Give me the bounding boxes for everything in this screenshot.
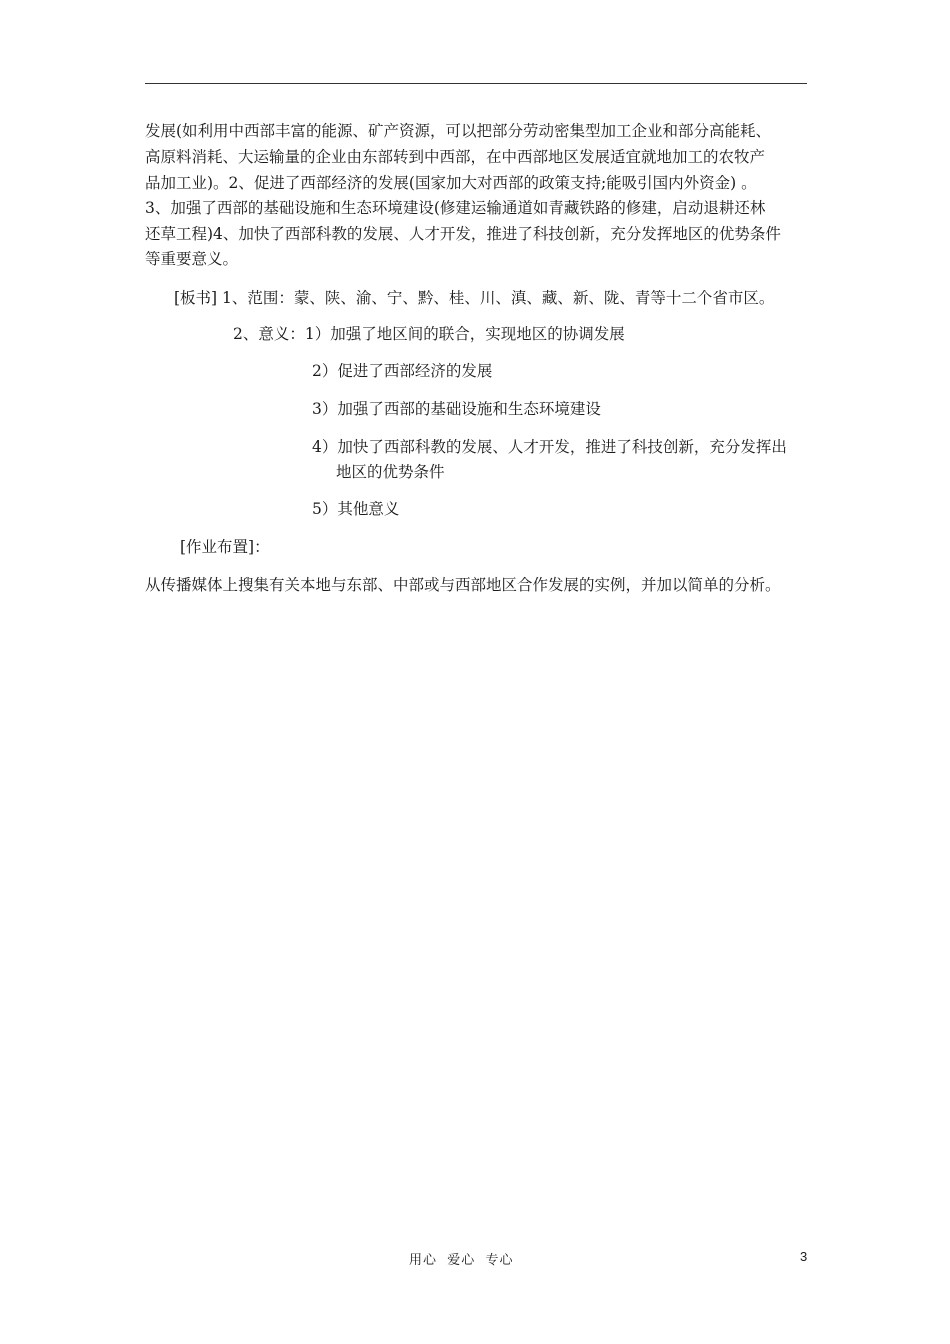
significance-item-3: 3）加强了西部的基础设施和生态环境建设 <box>312 400 601 418</box>
intro-line-5: 还草工程)4、加快了西部科教的发展、人才开发，推进了科技创新，充分发挥地区的优势条件 <box>145 225 781 243</box>
significance-item-5: 5）其他意义 <box>312 500 400 518</box>
homework-text: 从传播媒体上搜集有关本地与东部、中部或与西部地区合作发展的实例，并加以简单的分析。 <box>145 576 781 594</box>
intro-line-3: 品加工业)。2、促进了西部经济的发展(国家加大对西部的政策支持;能吸引国内外资金) 。 <box>145 174 757 192</box>
intro-line-1: 发展(如利用中西部丰富的能源、矿产资源，可以把部分劳动密集型加工企业和部分高能耗、 <box>145 122 772 140</box>
header-rule <box>145 83 807 84</box>
intro-line-4: 3、加强了西部的基础设施和生态环境建设(修建运输通道如青藏铁路的修建，启动退耕还林 <box>145 199 766 217</box>
significance-heading: 2、意义：1）加强了地区间的联合，实现地区的协调发展 <box>233 325 625 343</box>
significance-item-4-continued: 地区的优势条件 <box>336 463 445 481</box>
footer-motto: 用心 爱心 专心 <box>409 1253 514 1268</box>
significance-item-4: 4）加快了西部科教的发展、人才开发，推进了科技创新，充分发挥出 <box>312 438 787 456</box>
intro-line-2: 高原料消耗、大运输量的企业由东部转到中西部，在中西部地区发展适宜就地加工的农牧产 <box>145 148 766 166</box>
blackboard-scope-line: [板书] 1、范围：蒙、陕、渝、宁、黔、桂、川、滇、藏、新、陇、青等十二个省市区。 <box>174 289 775 307</box>
page-number: 3 <box>800 1249 808 1264</box>
significance-item-2: 2）促进了西部经济的发展 <box>312 362 493 380</box>
homework-heading: [作业布置]： <box>180 538 270 556</box>
intro-line-6: 等重要意义。 <box>145 250 239 268</box>
